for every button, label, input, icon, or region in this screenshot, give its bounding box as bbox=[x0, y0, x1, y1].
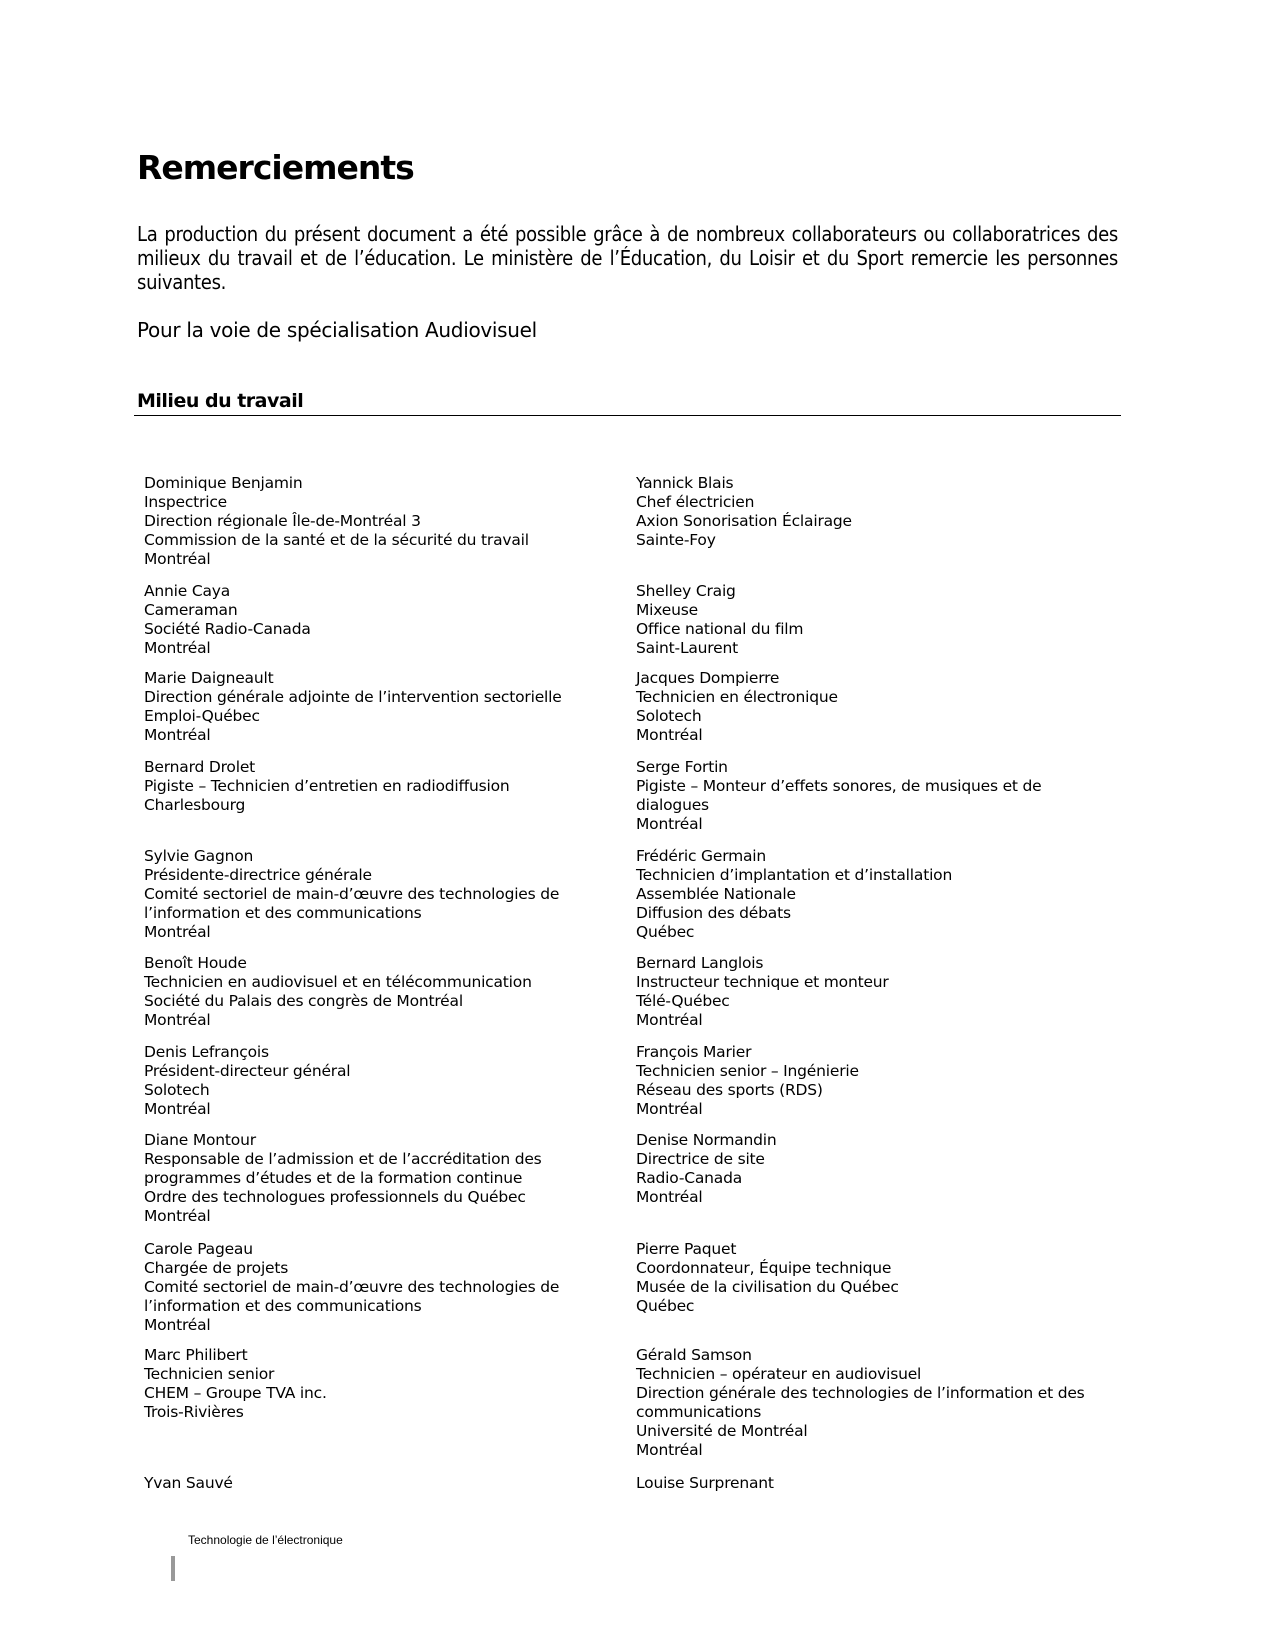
contact-detail: Commission de la santé et de la sécurité du travail bbox=[144, 531, 529, 549]
contact-detail: Montréal bbox=[636, 726, 703, 744]
contact-entry bbox=[144, 1474, 604, 1493]
contact-entry bbox=[144, 1240, 604, 1335]
contact-detail: l’information et des communications bbox=[144, 1297, 422, 1315]
contact-detail: Montréal bbox=[144, 639, 211, 657]
contact-detail: Présidente-directrice générale bbox=[144, 866, 372, 884]
contact-detail: Comité sectoriel de main-d’œuvre des technologies de bbox=[144, 885, 560, 903]
contact-name: Denis Lefrançois bbox=[144, 1043, 269, 1061]
contact-detail: Comité sectoriel de main-d’œuvre des technologies de bbox=[144, 1278, 560, 1296]
contact-detail: Montréal bbox=[144, 923, 211, 941]
contact-entry bbox=[636, 1346, 1096, 1460]
contact-detail: Cameraman bbox=[144, 601, 238, 619]
contact-name: Diane Montour bbox=[144, 1131, 256, 1149]
contact-entry bbox=[636, 474, 1096, 550]
contact-detail: Pigiste – Technicien d’entretien en radiodiffusion bbox=[144, 777, 510, 795]
section-heading: Milieu du travail bbox=[137, 390, 304, 412]
contact-detail: Emploi-Québec bbox=[144, 707, 260, 725]
contact-name: Pierre Paquet bbox=[636, 1240, 737, 1258]
contact-detail: Saint-Laurent bbox=[636, 639, 738, 657]
contact-detail: Montréal bbox=[144, 550, 211, 568]
contact-detail: Président-directeur général bbox=[144, 1062, 351, 1080]
contact-detail: Réseau des sports (RDS) bbox=[636, 1081, 823, 1099]
contact-name: Benoît Houde bbox=[144, 954, 247, 972]
contact-detail: Chargée de projets bbox=[144, 1259, 289, 1277]
contact-detail: Trois-Rivières bbox=[144, 1403, 244, 1421]
contact-detail: Assemblée Nationale bbox=[636, 885, 796, 903]
footer-bar bbox=[171, 1556, 175, 1581]
contact-detail: Technicien en électronique bbox=[636, 688, 838, 706]
intro-paragraph: La production du présent document a été possible grâce à de nombreux collaborateurs ou collaboratrices des milieux du travail et de l’éducation. Le ministère de l’Éducation, du Loisir et du Sport remercie les personnes suivantes. bbox=[137, 222, 1118, 294]
contact-detail: Chef électricien bbox=[636, 493, 755, 511]
contact-name: Yvan Sauvé bbox=[144, 1474, 233, 1492]
contact-detail: Montréal bbox=[636, 1011, 703, 1029]
contact-detail: Responsable de l’admission et de l’accréditation des bbox=[144, 1150, 542, 1168]
contact-entry bbox=[636, 582, 1096, 658]
contact-detail: Sainte-Foy bbox=[636, 531, 716, 549]
contact-detail: Ordre des technologues professionnels du Québec bbox=[144, 1188, 526, 1206]
contact-detail: Technicien senior – Ingénierie bbox=[636, 1062, 859, 1080]
contact-detail: Montréal bbox=[636, 1441, 703, 1459]
contact-detail: Solotech bbox=[144, 1081, 210, 1099]
page-title: Remerciements bbox=[137, 148, 414, 187]
contact-name: Bernard Drolet bbox=[144, 758, 256, 776]
contact-detail: Directrice de site bbox=[636, 1150, 765, 1168]
contact-detail: communications bbox=[636, 1403, 762, 1421]
specialisation-line: Pour la voie de spécialisation Audiovisuel bbox=[137, 318, 537, 342]
contact-entry bbox=[636, 1474, 1096, 1493]
contact-detail: Instructeur technique et monteur bbox=[636, 973, 889, 991]
contact-entry bbox=[636, 1131, 1096, 1207]
contact-name: Dominique Benjamin bbox=[144, 474, 303, 492]
contact-detail: Société Radio-Canada bbox=[144, 620, 311, 638]
contact-detail: Direction générale adjointe de l’intervention sectorielle bbox=[144, 688, 562, 706]
contact-detail: Direction régionale Île-de-Montréal 3 bbox=[144, 512, 421, 530]
contact-detail: Montréal bbox=[636, 815, 703, 833]
contact-detail: Montréal bbox=[636, 1188, 703, 1206]
contact-entry bbox=[144, 1131, 604, 1226]
contact-detail: CHEM – Groupe TVA inc. bbox=[144, 1384, 327, 1402]
contact-name: Jacques Dompierre bbox=[636, 669, 780, 687]
contact-entry bbox=[144, 847, 604, 942]
contact-entry bbox=[636, 847, 1096, 942]
contact-name: Marie Daigneault bbox=[144, 669, 274, 687]
contact-name: Denise Normandin bbox=[636, 1131, 777, 1149]
contact-detail: Montréal bbox=[144, 1100, 211, 1118]
contact-entry bbox=[144, 582, 604, 658]
section-divider bbox=[134, 415, 1121, 416]
contact-detail: dialogues bbox=[636, 796, 709, 814]
contact-name: Shelley Craig bbox=[636, 582, 736, 600]
contact-entry bbox=[144, 669, 604, 745]
contact-name: Serge Fortin bbox=[636, 758, 728, 776]
contact-detail: Société du Palais des congrès de Montréal bbox=[144, 992, 463, 1010]
contact-entry bbox=[144, 1346, 604, 1422]
contact-entry bbox=[144, 954, 604, 1030]
contact-detail: Inspectrice bbox=[144, 493, 227, 511]
contact-entry bbox=[144, 758, 604, 815]
contact-entry bbox=[144, 1043, 604, 1119]
contact-detail: Technicien d’implantation et d’installation bbox=[636, 866, 953, 884]
contact-name: François Marier bbox=[636, 1043, 752, 1061]
footer-title: Technologie de l’électronique bbox=[188, 1533, 343, 1547]
contact-detail: Diffusion des débats bbox=[636, 904, 791, 922]
contact-detail: Technicien senior bbox=[144, 1365, 275, 1383]
contact-name: Marc Philibert bbox=[144, 1346, 248, 1364]
contact-detail: Office national du film bbox=[636, 620, 804, 638]
contact-name: Bernard Langlois bbox=[636, 954, 764, 972]
contact-detail: Coordonnateur, Équipe technique bbox=[636, 1259, 892, 1277]
contact-name: Annie Caya bbox=[144, 582, 231, 600]
contact-detail: Radio-Canada bbox=[636, 1169, 743, 1187]
contact-detail: Technicien en audiovisuel et en télécommunication bbox=[144, 973, 532, 991]
contact-detail: Montréal bbox=[144, 1011, 211, 1029]
contact-entry bbox=[636, 758, 1096, 834]
contact-detail: Musée de la civilisation du Québec bbox=[636, 1278, 899, 1296]
contact-detail: Montréal bbox=[144, 726, 211, 744]
contact-name: Yannick Blais bbox=[636, 474, 734, 492]
contact-detail: Télé-Québec bbox=[636, 992, 730, 1010]
contact-entry bbox=[636, 669, 1096, 745]
contact-detail: Direction générale des technologies de l’information et des bbox=[636, 1384, 1085, 1402]
contact-detail: Montréal bbox=[144, 1316, 211, 1334]
contact-name: Gérald Samson bbox=[636, 1346, 752, 1364]
contact-detail: Québec bbox=[636, 1297, 695, 1315]
contact-entry bbox=[636, 1240, 1096, 1316]
contact-name: Louise Surprenant bbox=[636, 1474, 774, 1492]
contact-name: Frédéric Germain bbox=[636, 847, 767, 865]
contact-entry bbox=[636, 954, 1096, 1030]
contact-detail: Axion Sonorisation Éclairage bbox=[636, 512, 852, 530]
contact-detail: Québec bbox=[636, 923, 695, 941]
contact-detail: Technicien – opérateur en audiovisuel bbox=[636, 1365, 922, 1383]
contact-detail: Montréal bbox=[144, 1207, 211, 1225]
contact-name: Carole Pageau bbox=[144, 1240, 253, 1258]
contact-detail: Pigiste – Monteur d’effets sonores, de musiques et de bbox=[636, 777, 1042, 795]
contact-detail: l’information et des communications bbox=[144, 904, 422, 922]
contact-detail: Mixeuse bbox=[636, 601, 698, 619]
contact-detail: Montréal bbox=[636, 1100, 703, 1118]
contact-entry bbox=[144, 474, 604, 569]
contact-detail: programmes d’études et de la formation continue bbox=[144, 1169, 523, 1187]
contact-detail: Charlesbourg bbox=[144, 796, 246, 814]
contact-name: Sylvie Gagnon bbox=[144, 847, 254, 865]
contact-detail: Université de Montréal bbox=[636, 1422, 808, 1440]
contact-entry bbox=[636, 1043, 1096, 1119]
contact-detail: Solotech bbox=[636, 707, 702, 725]
